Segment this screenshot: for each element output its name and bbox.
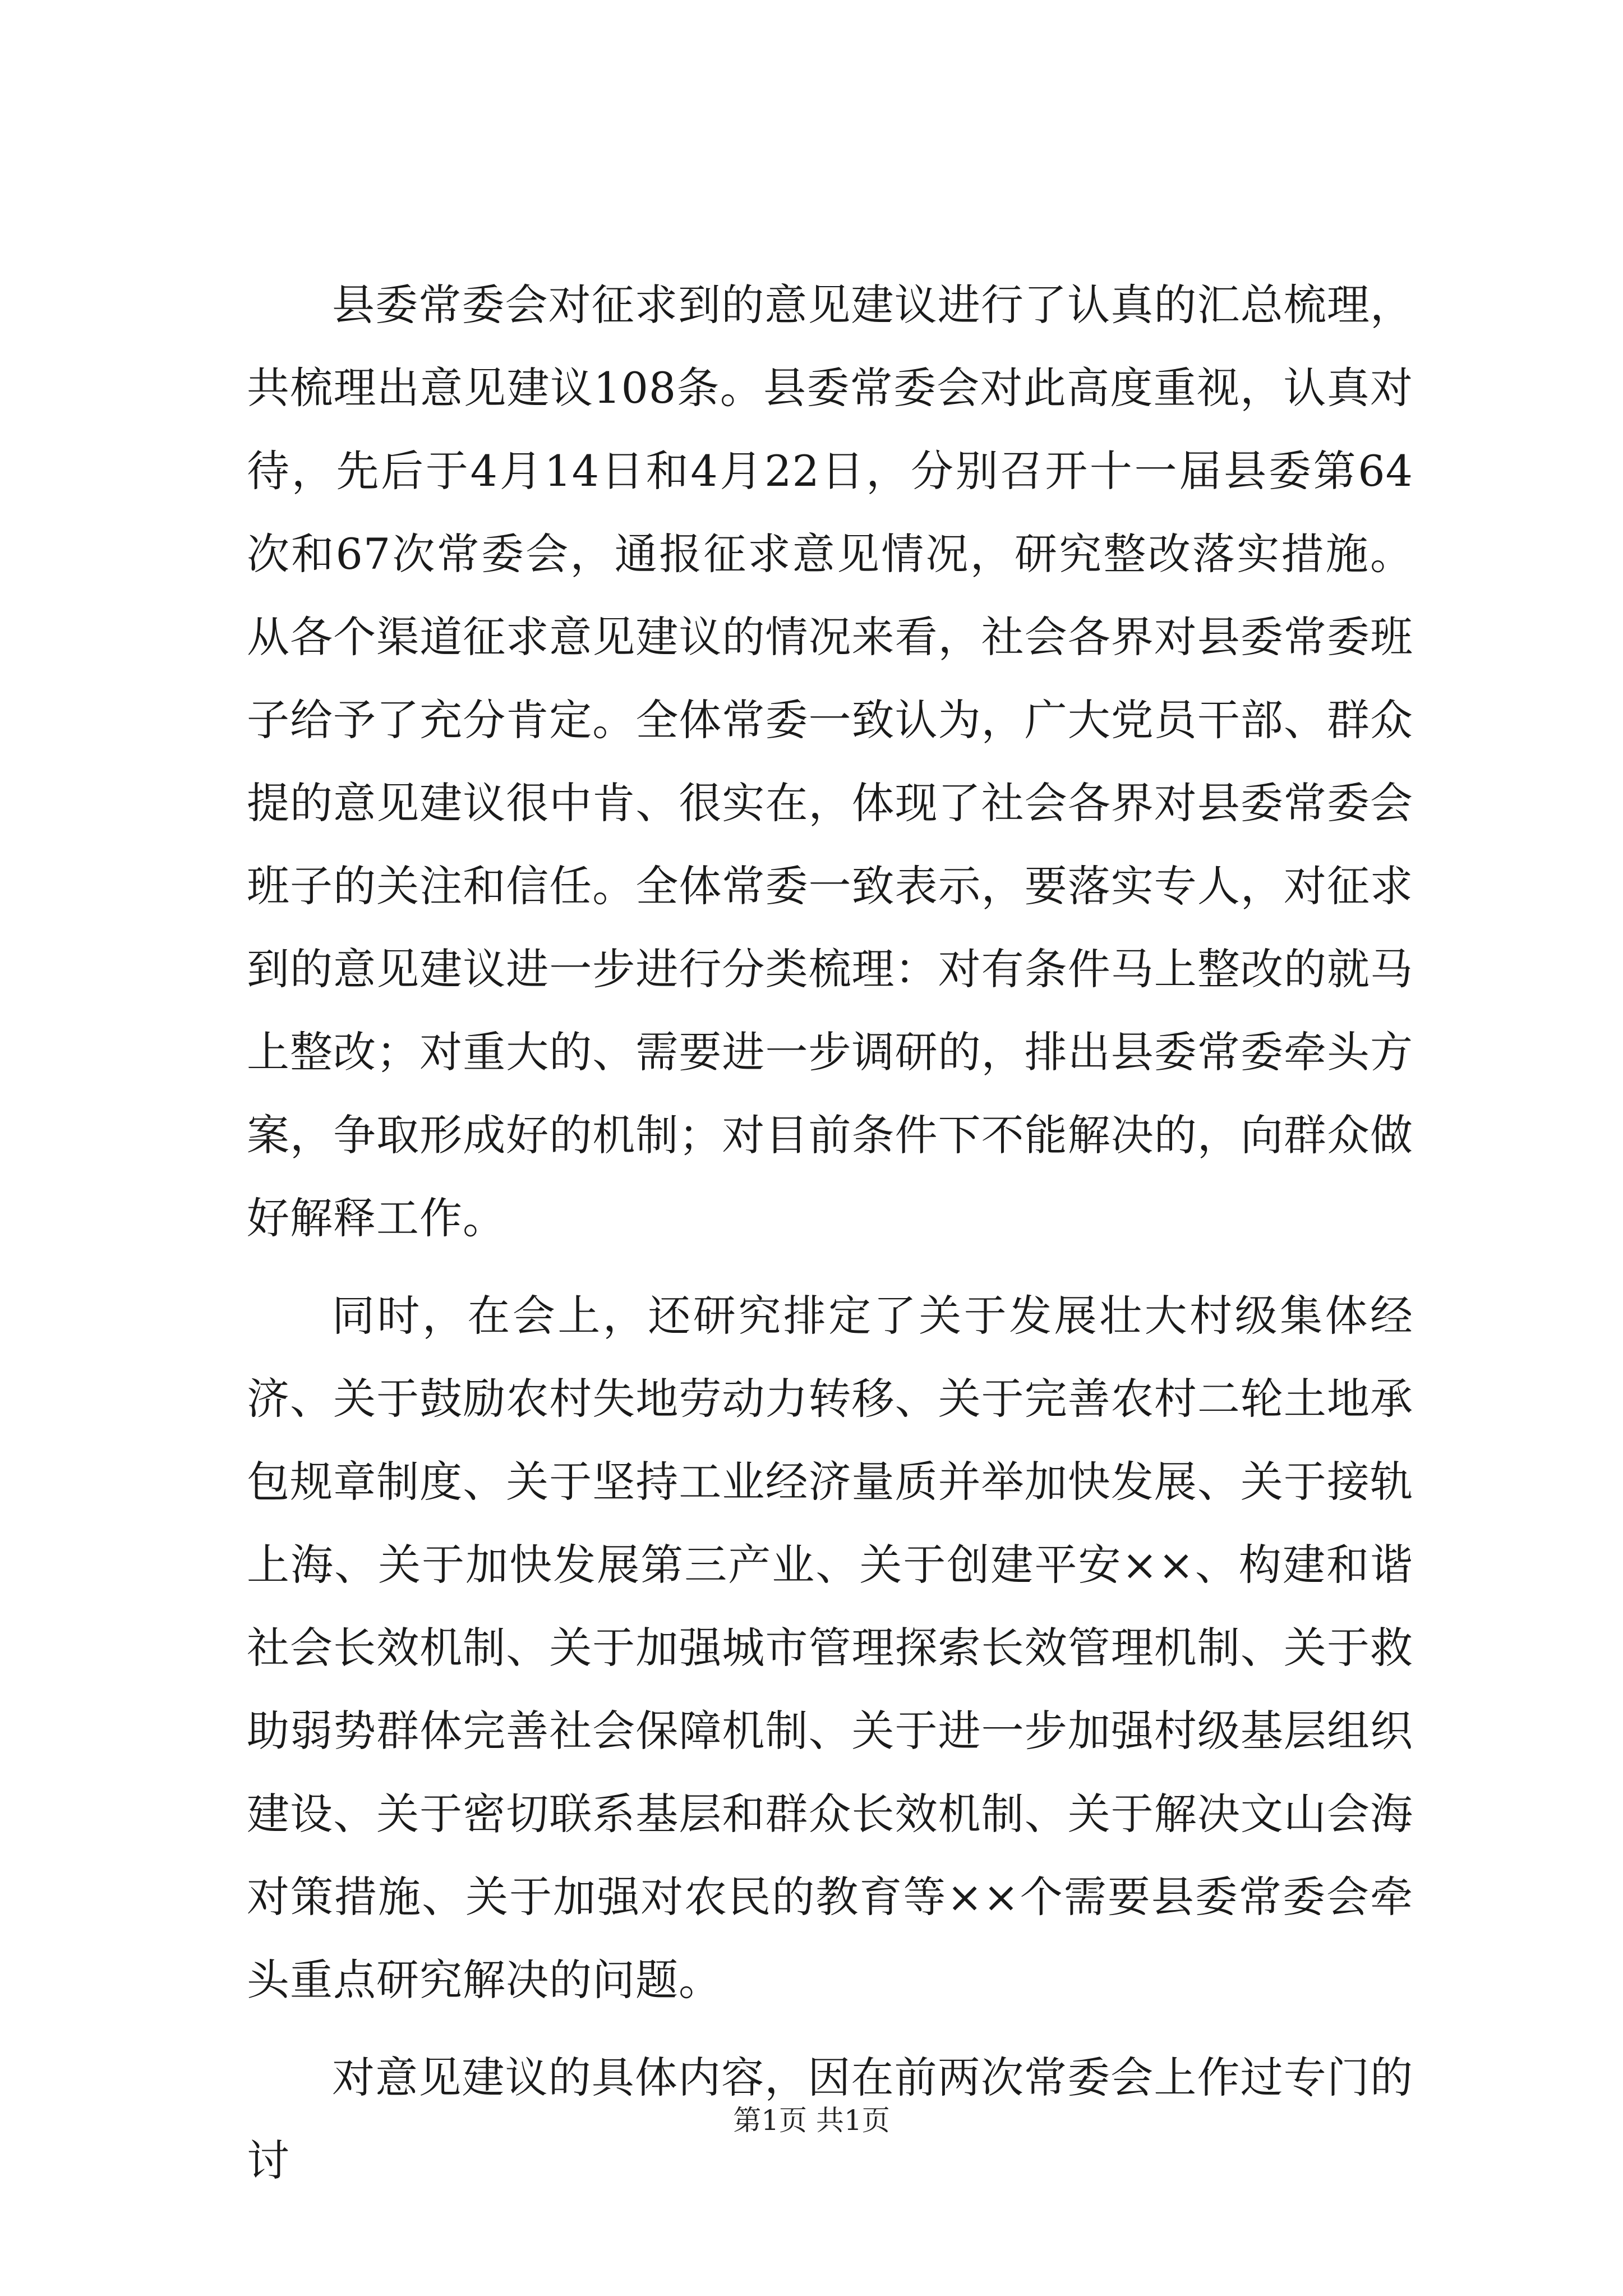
document-body: [247, 264, 1413, 2202]
page-footer: 第1页 共1页: [733, 2104, 890, 2137]
paragraph-research-topics: 同时，在会上，还研究排定了关于发展壮大村级集体经济、关于鼓励农村失地劳动力转移、关于完善农村二轮土地承包规章制度、关于坚持工业经济量质并举加快发展、关于接轨上海、关于加快发展第三产业、关于创建平安××、构建和谐社会长效机制、关于加强城市管理探索长效管理机制、关于救助弱势群体完善社会保障机制、关于进一步加强村级基层组织建设、关于密切联系基层和群众长效机制、关于解决文山会海对策措施、关于加强对农民的教育等××个需要县委常委会牵头重点研究解决的问题。: [247, 1291, 1413, 2005]
paragraph-discussion: 对意见建议的具体内容，因在前两次常委会上作过专门的讨: [247, 2053, 1413, 2185]
paragraph-summary: 县委常委会对征求到的意见建议进行了认真的汇总梳理，共梳理出意见建议108条。县委常委会对此高度重视，认真对待，先后于4月14日和4月22日，分别召开十一届县委第64次和67次常委会，通报征求意见情况，研究整改落实措施。从各个渠道征求意见建议的情况来看，社会各界对县委常委班子给予了充分肯定。全体常委一致认为，广大党员干部、群众提的意见建议很中肯、很实在，体现了社会各界对县委常委会班子的关注和信任。全体常委一致表示，要落实专人，对征求到的意见建议进一步进行分类梳理：对有条件马上整改的就马上整改；对重大的、需要进一步调研的，排出县委常委牵头方案，争取形成好的机制；对目前条件下不能解决的，向群众做好解释工作。: [247, 280, 1413, 1243]
